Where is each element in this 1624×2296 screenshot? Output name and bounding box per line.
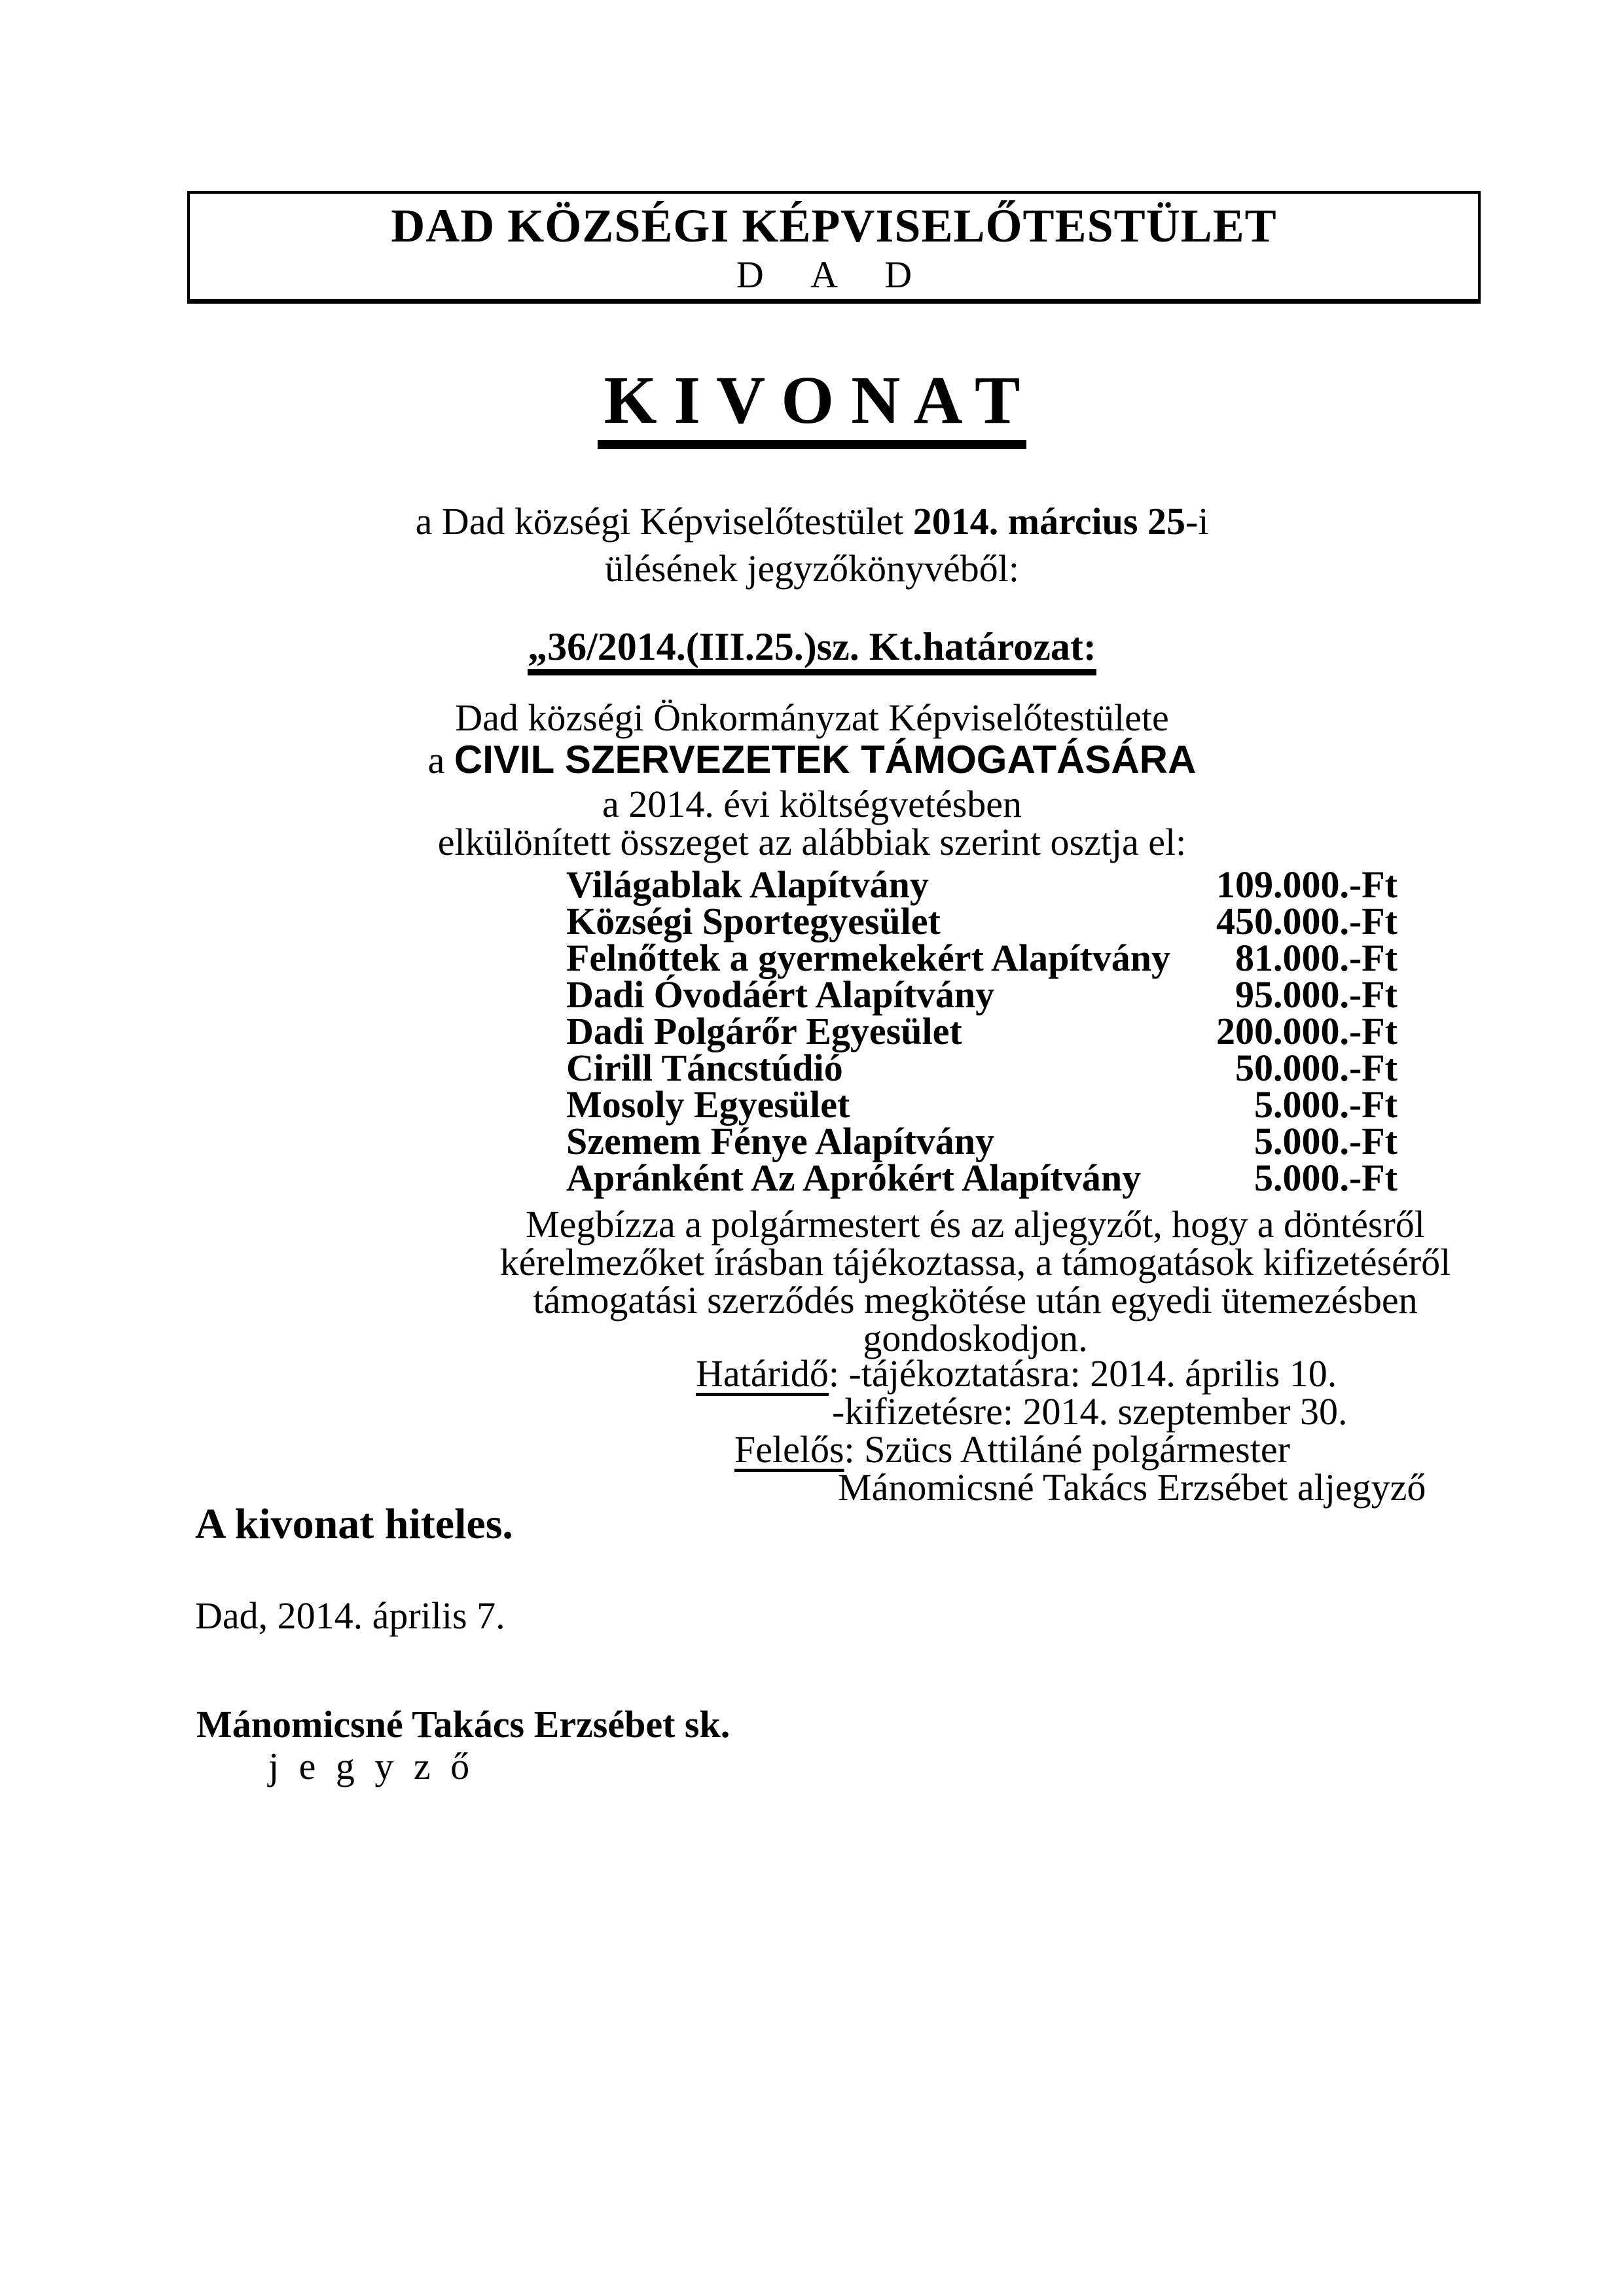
table-row	[566, 1047, 1398, 1089]
amount-cell: 450.000.-Ft	[1216, 900, 1398, 942]
org-place: D A D	[736, 253, 932, 296]
instruction-line: kérelmezőket írásban tájékoztassa, a támogatások kifizetéséről	[499, 1241, 1451, 1283]
resolution-body-line-3: a 2014. évi költségvetésben	[602, 783, 1022, 825]
header-box	[187, 191, 1481, 304]
amount-cell: 5.000.-Ft	[1254, 1120, 1398, 1162]
responsible-line-2: Mánomicsné Takács Erzsébet aljegyző	[838, 1466, 1426, 1509]
table-row	[566, 863, 1398, 906]
table-row	[566, 937, 1398, 979]
org-cell: Dadi Óvodáért Alapítvány	[566, 973, 995, 1016]
responsible-line-1	[734, 1428, 1290, 1471]
resolution-number: „36/2014.(III.25.)sz. Kt.határozat:	[528, 626, 1096, 675]
date-line: Dad, 2014. április 7.	[195, 1594, 505, 1637]
page-title: K I V O N A T	[598, 367, 1027, 449]
responsible-line-1-text: : Szücs Attiláné polgármester	[844, 1428, 1290, 1471]
org-cell: Dadi Polgárőr Egyesület	[566, 1010, 962, 1052]
deadline-line-1-text: : -tájékoztatásra: 2014. április 10.	[828, 1352, 1337, 1395]
title-row	[0, 363, 1624, 449]
deadline-line-1	[696, 1352, 1337, 1395]
authentication-statement: A kivonat hiteles.	[195, 1500, 513, 1548]
org-cell: Világablak Alapítvány	[566, 863, 929, 906]
allocation-table	[566, 863, 1398, 1199]
signature-title: j e g y z ő	[268, 1745, 475, 1787]
org-cell: Apránként Az Aprókért Alapítvány	[566, 1157, 1142, 1199]
amount-cell: 200.000.-Ft	[1216, 1010, 1398, 1052]
amount-cell: 5.000.-Ft	[1254, 1083, 1398, 1126]
amount-cell: 5.000.-Ft	[1254, 1157, 1398, 1199]
intro-line-1	[0, 501, 1624, 542]
intro-line-1-suffix: -i	[1185, 500, 1209, 543]
table-row	[566, 900, 1398, 942]
amount-cell: 95.000.-Ft	[1235, 973, 1398, 1016]
instruction-line: támogatási szerződés megkötése után egyedi ütemezésben	[533, 1279, 1418, 1321]
instruction-line: gondoskodjon.	[863, 1317, 1088, 1359]
table-row	[566, 1083, 1398, 1126]
deadline-line-2: -kifizetésre: 2014. szeptember 30.	[832, 1390, 1348, 1433]
amount-cell: 50.000.-Ft	[1235, 1047, 1398, 1089]
resolution-body-line-4: elkülönített összeget az alábbiak szerint osztja el:	[437, 821, 1187, 863]
table-row	[566, 1157, 1398, 1199]
intro-line-1-date: 2014. március 25	[912, 500, 1185, 543]
resolution-number-row	[0, 626, 1624, 675]
responsible-label: Felelős	[734, 1428, 844, 1471]
org-name: DAD KÖZSÉGI KÉPVISELŐTESTÜLET	[391, 200, 1277, 252]
amount-cell: 81.000.-Ft	[1235, 937, 1398, 979]
resolution-body-line-2	[0, 738, 1624, 782]
civil-support-title: CIVIL SZERVEZETEK TÁMOGATÁSÁRA	[454, 738, 1197, 781]
instruction-line: Megbízza a polgármestert és az aljegyzőt, hogy a döntésről	[526, 1203, 1425, 1246]
intro-line-2: ülésének jegyzőkönyvéből:	[605, 547, 1019, 590]
table-row	[566, 1120, 1398, 1162]
instruction-paragraph	[327, 1203, 1623, 1359]
deadline-label: Határidő	[696, 1352, 829, 1395]
org-cell: Szemem Fénye Alapítvány	[566, 1120, 995, 1162]
org-cell: Felnőttek a gyermekekért Alapítvány	[566, 937, 1171, 979]
org-cell: Cirill Táncstúdió	[566, 1047, 843, 1089]
table-row	[566, 1010, 1398, 1052]
intro-line-1-prefix: a Dad községi Képviselőtestület	[415, 500, 913, 543]
org-cell: Községi Sportegyesület	[566, 900, 941, 942]
amount-cell: 109.000.-Ft	[1216, 863, 1398, 906]
resolution-body-line-1: Dad községi Önkormányzat Képviselőtestülete	[455, 696, 1169, 739]
table-row	[566, 973, 1398, 1016]
civil-prefix: a	[427, 739, 454, 781]
org-cell: Mosoly Egyesület	[566, 1083, 850, 1126]
signature-name: Mánomicsné Takács Erzsébet sk.	[196, 1703, 731, 1746]
